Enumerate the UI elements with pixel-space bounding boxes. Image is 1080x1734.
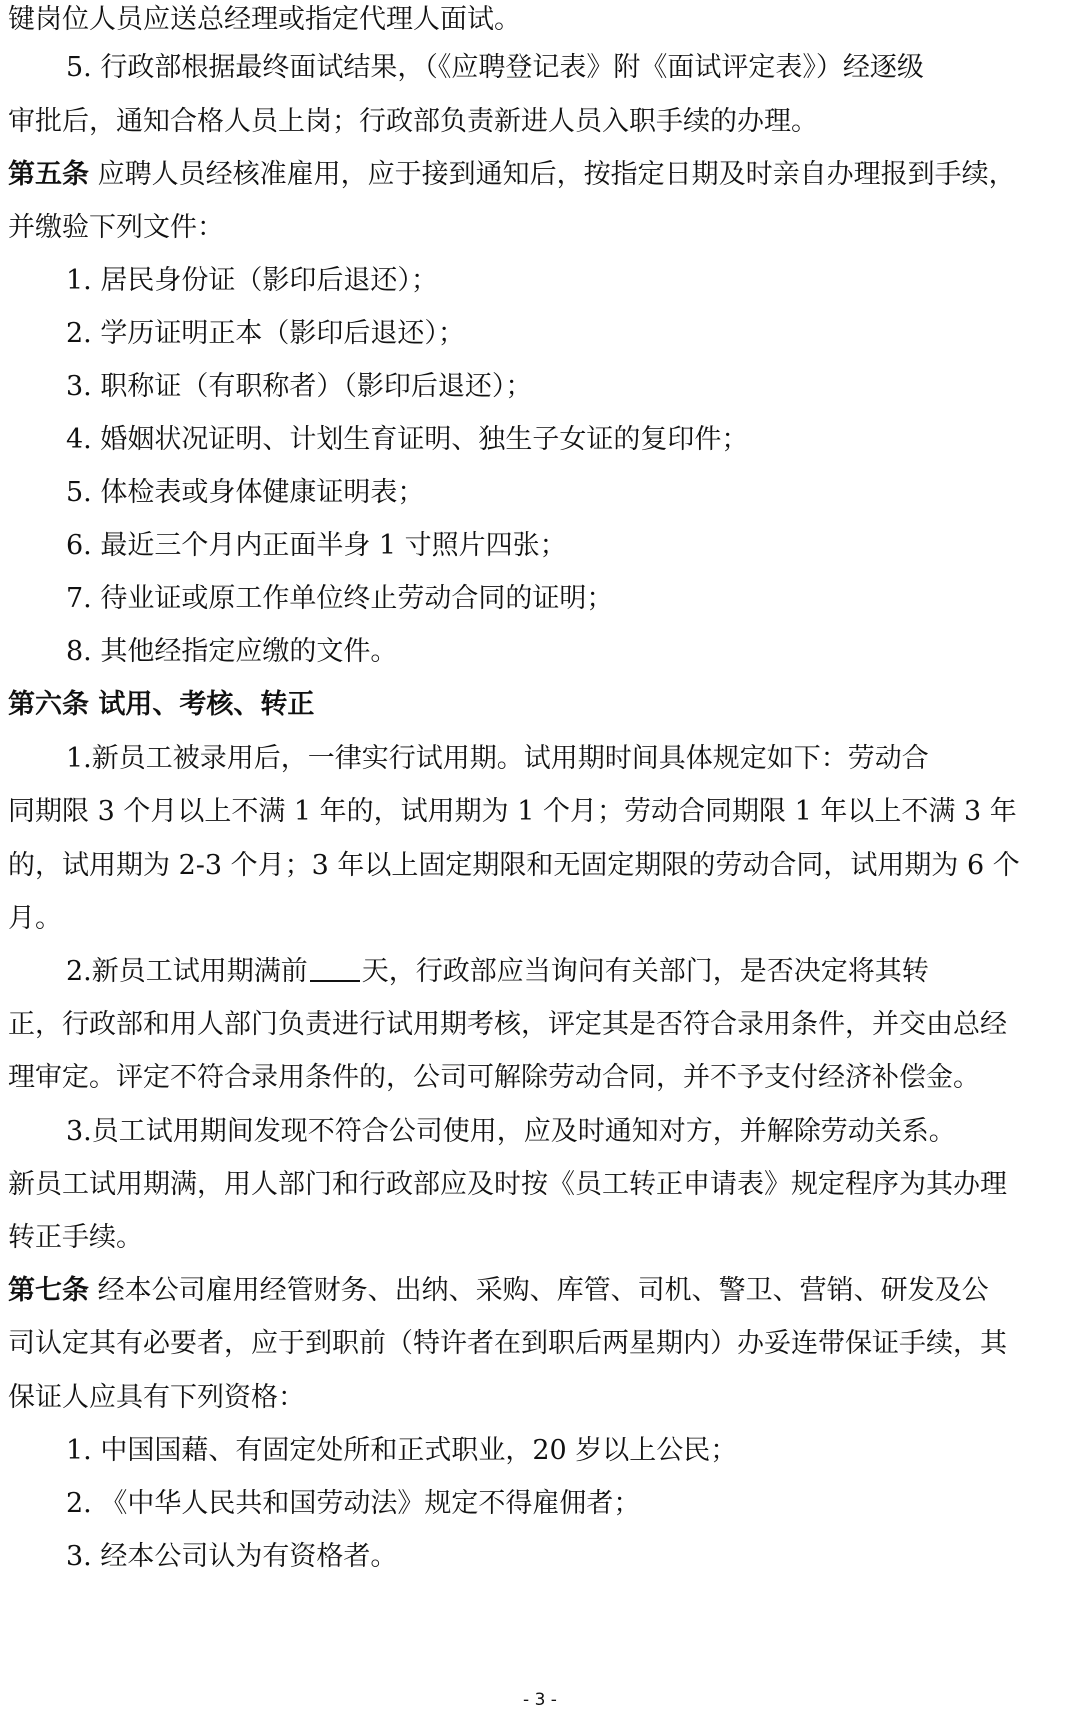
- text-line: 5. 行政部根据最终面试结果，（《应聘登记表》附《面试评定表》）经逐级: [66, 52, 924, 83]
- fill-in-blank: [310, 954, 360, 982]
- text-fragment: 天，行政部应当询问有关部门，是否决定将其转: [361, 956, 929, 987]
- text-line: 审批后，通知合格人员上岗；行政部负责新进人员入职手续的办理。: [8, 106, 818, 137]
- article-7-text: 经本公司雇用经管财务、出纳、采购、库管、司机、警卫、营销、研发及公: [89, 1275, 989, 1306]
- list-item: 3. 职称证（有职称者）（影印后退还）；: [66, 371, 533, 402]
- list-item: 8. 其他经指定应缴的文件。: [66, 636, 398, 667]
- text-fragment: 2.新员工试用期满前: [66, 956, 308, 987]
- list-item: 2. 《中华人民共和国劳动法》规定不得雇佣者；: [66, 1488, 641, 1519]
- list-item: 1. 中国国藉、有固定处所和正式职业，20 岁以上公民；: [66, 1435, 738, 1466]
- text-line: 新员工试用期满，用人部门和行政部应及时按《员工转正申请表》规定程序为其办理: [8, 1169, 1007, 1200]
- text-line: 键岗位人员应送总经理或指定代理人面试。: [8, 4, 521, 35]
- article-5-text: 应聘人员经核准雇用，应于接到通知后，按指定日期及时亲自办理报到手续，: [89, 159, 1016, 190]
- list-item: 5. 体检表或身体健康证明表；: [66, 477, 425, 508]
- list-item: 7. 待业证或原工作单位终止劳动合同的证明；: [66, 583, 614, 614]
- text-line: 的，试用期为 2-3 个月；3 年以上固定期限和无固定期限的劳动合同，试用期为 6 个: [8, 850, 1020, 881]
- article-7-heading: 第七条: [8, 1275, 89, 1306]
- text-line: 转正手续。: [8, 1222, 143, 1253]
- list-item: 6. 最近三个月内正面半身 1 寸照片四张；: [66, 530, 567, 561]
- text-line: 司认定其有必要者，应于到职前（特许者在到职后两星期内）办妥连带保证手续，其: [8, 1328, 1007, 1359]
- text-line: 同期限 3 个月以上不满 1 年的，试用期为 1 个月；劳动合同期限 1 年以上不满 3 年: [8, 796, 1017, 827]
- list-item: 2. 学历证明正本（影印后退还）；: [66, 318, 465, 349]
- text-line: 理审定。评定不符合录用条件的，公司可解除劳动合同，并不予支付经济补偿金。: [8, 1062, 980, 1093]
- text-line: 月。: [8, 903, 62, 934]
- page-number: - 3 -: [523, 1690, 557, 1710]
- list-item: 4. 婚姻状况证明、计划生育证明、独生子女证的复印件；: [66, 424, 749, 455]
- list-item: 1. 居民身份证（影印后退还）；: [66, 265, 438, 296]
- text-line: [66, 954, 929, 990]
- text-line: 并缴验下列文件：: [8, 212, 224, 243]
- text-line: 1.新员工被录用后，一律实行试用期。试用期时间具体规定如下：劳动合: [66, 743, 929, 774]
- text-line: 3.员工试用期间发现不符合公司使用，应及时通知对方，并解除劳动关系。: [66, 1116, 956, 1147]
- article-5-heading: 第五条: [8, 159, 89, 190]
- text-line: 正，行政部和用人部门负责进行试用期考核，评定其是否符合录用条件，并交由总经: [8, 1009, 1007, 1040]
- article-7-line: [8, 1273, 989, 1309]
- list-item: 3. 经本公司认为有资格者。: [66, 1541, 398, 1572]
- article-5-line: [8, 157, 1016, 193]
- article-6-heading: 第六条 试用、考核、转正: [8, 689, 315, 720]
- text-line: 保证人应具有下列资格：: [8, 1382, 305, 1413]
